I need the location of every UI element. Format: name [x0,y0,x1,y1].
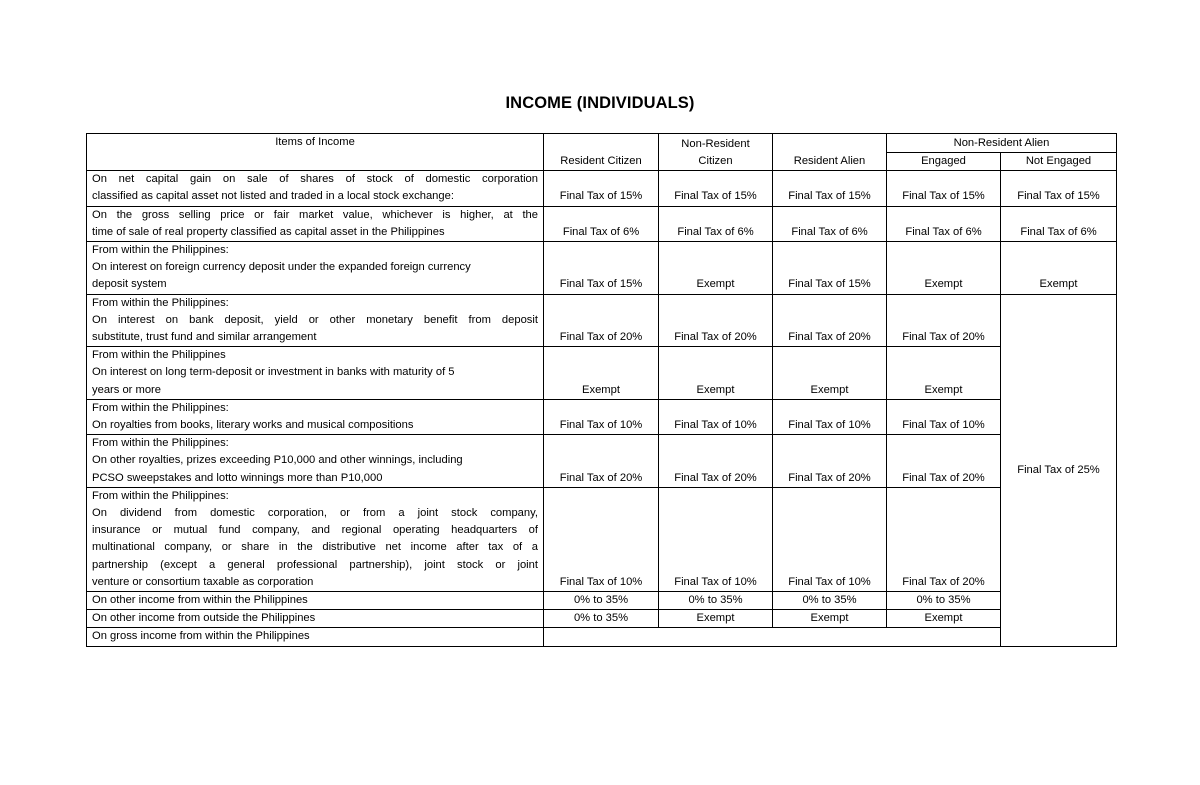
rate-nonresident-citizen: Final Tax of 6% [659,206,773,241]
rate-nonresident-citizen: Final Tax of 20% [659,294,773,347]
rate-resident-citizen: Final Tax of 15% [544,242,659,295]
item-line: years or more [92,383,162,396]
table-row [87,294,1117,347]
rate-nra-not-engaged: Final Tax of 6% [1001,206,1117,241]
item-line: partnership (except a general professional partnership), joint stock or joint [92,558,538,571]
income-item-cell [87,435,544,488]
item-line: On interest on foreign currency deposit under the expanded foreign currency [92,261,471,274]
rate-nra-not-engaged-merged: Final Tax of 25% [1001,294,1117,646]
item-line: deposit system [92,278,167,291]
income-item-cell [87,628,544,646]
rate-nonresident-citizen: Exempt [659,347,773,400]
rate-nonresident-citizen: Exempt [659,610,773,628]
table-row [87,206,1117,241]
income-item-cell [87,347,544,400]
item-line: insurance or mutual fund company, and regional operating headquarters of [92,524,538,537]
rate-resident-alien: Final Tax of 15% [773,171,887,206]
rate-resident-alien: Final Tax of 20% [773,435,887,488]
item-line: From within the Philippines: [92,437,229,450]
rate-resident-citizen: Exempt [544,347,659,400]
rate-nonresident-citizen: Final Tax of 10% [659,399,773,434]
item-line: On interest on long term-deposit or investment in banks with maturity of 5 [92,366,455,379]
table-row [87,487,1117,591]
rate-nonresident-citizen: Final Tax of 20% [659,435,773,488]
rate-nra-not-engaged: Final Tax of 15% [1001,171,1117,206]
income-item-cell [87,242,544,295]
rate-nonresident-citizen: Exempt [659,242,773,295]
item-line: From within the Philippines: [92,296,229,309]
rate-resident-citizen: Final Tax of 10% [544,487,659,591]
rate-resident-alien: Final Tax of 10% [773,399,887,434]
income-item-cell [87,206,544,241]
income-tax-table [86,133,1117,647]
rate-resident-alien: Final Tax of 15% [773,242,887,295]
rate-nra-engaged: Final Tax of 20% [887,435,1001,488]
rate-resident-citizen: Final Tax of 20% [544,435,659,488]
item-line: From within the Philippines: [92,489,229,502]
table-row [87,592,1117,610]
item-line: time of sale of real property classified as capital asset in the Philippines [92,225,445,238]
table-row [87,171,1117,206]
item-line: On other income from within the Philippines [92,594,308,607]
rate-resident-citizen: Final Tax of 10% [544,399,659,434]
rate-nra-engaged: Exempt [887,347,1001,400]
income-item-cell [87,487,544,591]
header-nonresident-citizen-line2: Citizen [698,155,733,167]
header-not-engaged: Not Engaged [1001,153,1117,171]
item-line: On other royalties, prizes exceeding P10,000 and other winnings, including [92,454,463,467]
income-item-cell [87,399,544,434]
table-row [87,399,1117,434]
rate-resident-alien: 0% to 35% [773,592,887,610]
income-item-cell [87,592,544,610]
item-line: On the gross selling price or fair market value, whichever is higher, at the [92,208,538,221]
rate-nra-not-engaged: Exempt [1001,242,1117,295]
table-row [87,435,1117,488]
table-row [87,242,1117,295]
rate-nonresident-citizen: 0% to 35% [659,592,773,610]
item-line: On other income from outside the Philippines [92,612,316,625]
rate-nra-engaged: Final Tax of 15% [887,171,1001,206]
header-nonresident-alien: Non-Resident Alien [887,134,1117,153]
rate-nra-engaged: 0% to 35% [887,592,1001,610]
header-nonresident-citizen [659,134,773,171]
rate-resident-alien: Final Tax of 10% [773,487,887,591]
item-line: On royalties from books, literary works and musical compositions [92,419,414,432]
item-line: PCSO sweepstakes and lotto winnings more than P10,000 [92,471,383,484]
item-line: From within the Philippines: [92,401,229,414]
rate-resident-citizen: Final Tax of 6% [544,206,659,241]
rate-nra-engaged: Exempt [887,242,1001,295]
item-line: venture or consortium taxable as corporation [92,575,314,588]
rate-nra-engaged: Exempt [887,610,1001,628]
rate-nonresident-citizen: Final Tax of 10% [659,487,773,591]
rate-resident-citizen: Final Tax of 15% [544,171,659,206]
page-title: INCOME (INDIVIDUALS) [505,94,695,112]
header-nonresident-citizen-line1: Non-Resident [681,137,750,150]
rate-resident-alien: Exempt [773,347,887,400]
item-line: substitute, trust fund and similar arrangement [92,331,317,344]
table-row [87,610,1117,628]
item-line: From within the Philippines [92,349,226,362]
rate-nra-engaged: Final Tax of 20% [887,294,1001,347]
item-line: On net capital gain on sale of shares of stock of domestic corporation [92,173,538,186]
table-row [87,628,1117,646]
header-resident-citizen: Resident Citizen [544,134,659,171]
item-line: From within the Philippines: [92,244,229,257]
rate-nra-engaged: Final Tax of 10% [887,399,1001,434]
header-items-of-income: Items of Income [87,134,544,171]
income-item-cell [87,610,544,628]
income-item-cell [87,171,544,206]
income-item-cell [87,294,544,347]
rate-resident-citizen: Final Tax of 20% [544,294,659,347]
header-resident-alien: Resident Alien [773,134,887,171]
rate-nonresident-citizen: Final Tax of 15% [659,171,773,206]
item-line: classified as capital asset not listed and traded in a local stock exchange: [92,190,454,203]
rate-resident-citizen: 0% to 35% [544,592,659,610]
item-line: On gross income from within the Philippines [92,630,310,643]
header-engaged: Engaged [887,153,1001,171]
item-line: On dividend from domestic corporation, or from a joint stock company, [92,507,538,520]
rate-resident-alien: Final Tax of 20% [773,294,887,347]
rate-resident-citizen: 0% to 35% [544,610,659,628]
rate-resident-alien: Exempt [773,610,887,628]
item-line: On interest on bank deposit, yield or other monetary benefit from deposit [92,313,538,326]
table-row [87,347,1117,400]
rate-nra-engaged: Final Tax of 20% [887,487,1001,591]
rate-nra-engaged: Final Tax of 6% [887,206,1001,241]
rate-resident-alien: Final Tax of 6% [773,206,887,241]
item-line: multinational company, or share in the distributive net income after tax of a [92,541,538,554]
empty-rate-cell [544,628,1001,646]
